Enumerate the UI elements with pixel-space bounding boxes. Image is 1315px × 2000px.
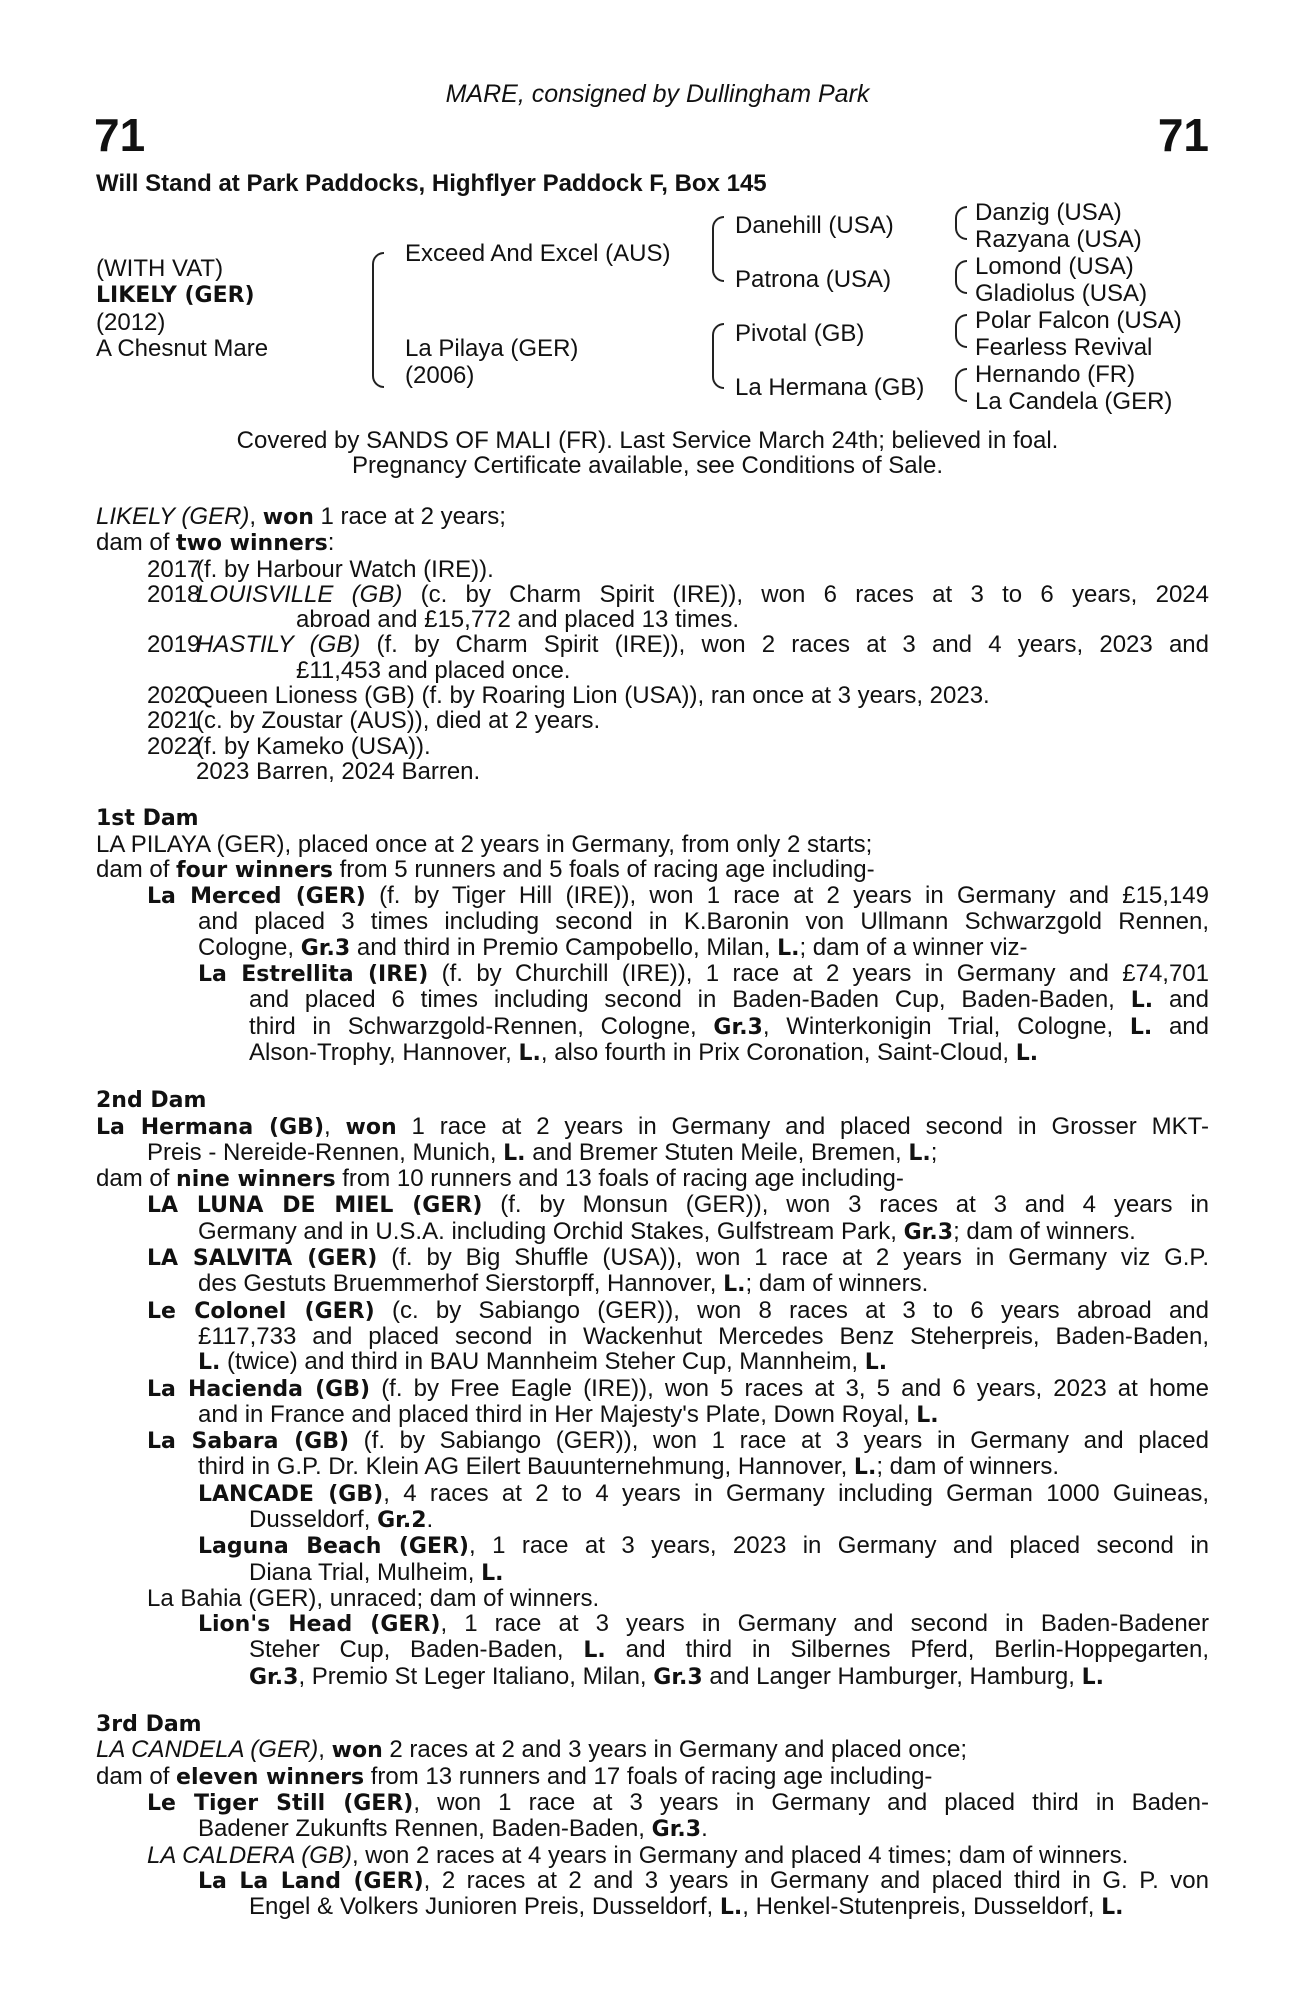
first-dam-progeny-cont: and placed 3 times including second in K.Baronin von Ullmann Schwarzgold Rennen, <box>198 908 1209 936</box>
second-dam-progeny-cont: des Gestuts Bruemmerhof Sierstorpff, Hannover, L.; dam of winners. <box>198 1270 929 1298</box>
first-dam-grandprogeny-cont: Alson-Trophy, Hannover, L., also fourth in Prix Coronation, Saint-Cloud, L. <box>249 1038 1039 1066</box>
third-dam-line: LA CANDELA (GER), won 2 races at 2 and 3 years in Germany and placed once; <box>96 1736 968 1764</box>
third-dam-heading: 3rd Dam <box>96 1712 202 1738</box>
consignor-subtitle: MARE, consigned by Dullingham Park <box>445 80 870 108</box>
second-dam-progeny: LA SALVITA (GER) (f. by Big Shuffle (USA)), won 1 race at 2 years in Germany viz G.P. <box>147 1244 1209 1272</box>
sire-name: Exceed And Excel (AUS) <box>405 240 671 267</box>
produce-row-cont: abroad and £15,772 and placed 13 times. <box>296 606 740 634</box>
produce-row: 2020Queen Lioness (GB) (f. by Roaring Lion (USA)), ran once at 3 years, 2023. <box>147 682 990 710</box>
pedigree-bracket-dd <box>955 368 967 402</box>
first-dam-grandprogeny-cont: and placed 6 times including second in Baden-Baden Cup, Baden-Baden, L. and <box>249 986 1209 1014</box>
pedigree-bracket-main <box>372 252 384 388</box>
first-dam-line: dam of four winners from 5 runners and 5 foals of racing age including- <box>96 855 875 883</box>
second-dam-progeny: La Sabara (GB) (f. by Sabiango (GER)), won 1 race at 3 years in Germany and placed <box>147 1427 1209 1455</box>
pedigree-bracket-sire <box>712 216 724 282</box>
second-dam-grandprogeny: Lion's Head (GER), 1 race at 3 years in Germany and second in Baden-Badener <box>198 1610 1210 1638</box>
second-dam-grandprogeny-cont: Dusseldorf, Gr.2. <box>249 1505 434 1533</box>
produce-row: 2019HASTILY (GB) (f. by Charm Spirit (IRE)), won 2 races at 3 and 4 years, 2023 and <box>147 631 1209 659</box>
pedigree-bracket-sd <box>955 260 967 294</box>
first-dam-grandprogeny-cont: third in Schwarzgold-Rennen, Cologne, Gr.3, Winterkonigin Trial, Cologne, L. and <box>249 1012 1210 1040</box>
lot-number-right: 71 <box>1157 109 1209 161</box>
dam-year: (2006) <box>405 362 475 389</box>
produce-row: 2018LOUISVILLE (GB) (c. by Charm Spirit (IRE)), won 6 races at 3 to 6 years, 2024 <box>147 580 1209 608</box>
horse-name: LIKELY (GER) <box>96 283 255 308</box>
lot-number-left: 71 <box>94 109 146 161</box>
second-dam-progeny: La Bahia (GER), unraced; dam of winners. <box>147 1584 600 1612</box>
first-dam-progeny-cont: Cologne, Gr.3 and third in Premio Campobello, Milan, L.; dam of a winner viz- <box>198 933 1028 961</box>
produce-dam-of: dam of two winners: <box>96 529 335 557</box>
first-dam-line: LA PILAYA (GER), placed once at 2 years in Germany, from only 2 starts; <box>96 830 873 858</box>
stand-location: Will Stand at Park Paddocks, Highflyer Paddock F, Box 145 <box>96 170 767 197</box>
second-dam-progeny-cont: £117,733 and placed second in Wackenhut Mercedes Benz Steherpreis, Baden-Baden, <box>198 1322 1209 1350</box>
covering-line-2: Pregnancy Certificate available, see Conditions of Sale. <box>352 452 943 479</box>
sire-sire-sire: Danzig (USA) <box>975 199 1122 226</box>
second-dam-progeny-cont: third in G.P. Dr. Klein AG Eilert Bauunternehmung, Hannover, L.; dam of winners. <box>198 1453 1060 1481</box>
dam-dam: La Hermana (GB) <box>735 374 925 401</box>
produce-row: 2023 Barren, 2024 Barren. <box>196 757 481 785</box>
second-dam-progeny: LA LUNA DE MIEL (GER) (f. by Monsun (GER)), won 3 races at 3 and 4 years in <box>147 1191 1210 1219</box>
dam-sire-dam: Fearless Revival <box>975 334 1153 361</box>
second-dam-progeny: Le Colonel (GER) (c. by Sabiango (GER)), won 8 races at 3 to 6 years abroad and <box>147 1296 1209 1324</box>
second-dam-grandprogeny-cont: Diana Trial, Mulheim, L. <box>249 1558 504 1586</box>
produce-intro: LIKELY (GER), won 1 race at 2 years; <box>96 503 506 530</box>
sire-sire-dam: Razyana (USA) <box>975 226 1142 253</box>
produce-row-cont: £11,453 and placed once. <box>296 656 571 684</box>
produce-row: 2017(f. by Harbour Watch (IRE)). <box>147 555 494 583</box>
covering-note <box>0 428 1295 478</box>
sire-dam-sire: Lomond (USA) <box>975 253 1134 280</box>
covering-line-1: Covered by SANDS OF MALI (FR). Last Service March 24th; believed in foal. <box>236 427 1059 454</box>
third-dam-grandprogeny: La La Land (GER), 2 races at 2 and 3 years in Germany and placed third in G. P. von <box>198 1866 1210 1894</box>
dam-dam-dam: La Candela (GER) <box>975 388 1173 415</box>
second-dam-grandprogeny-cont: Steher Cup, Baden-Baden, L. and third in Silbernes Pferd, Berlin-Hoppegarten, <box>249 1636 1210 1664</box>
produce-record <box>96 504 1209 1920</box>
second-dam-line: dam of nine winners from 10 runners and 13 foals of racing age including- <box>96 1165 904 1193</box>
second-dam-grandprogeny-cont: Gr.3, Premio St Leger Italiano, Milan, Gr.3 and Langer Hamburger, Hamburg, L. <box>249 1662 1104 1690</box>
pedigree-bracket-dam <box>712 323 724 389</box>
dam-sire: Pivotal (GB) <box>735 320 865 347</box>
vat-note: (WITH VAT) <box>96 255 224 282</box>
second-dam-progeny: La Hacienda (GB) (f. by Free Eagle (IRE)), won 5 races at 3, 5 and 6 years, 2023 at home <box>147 1374 1209 1402</box>
third-dam-progeny: Le Tiger Still (GER), won 1 race at 3 years in Germany and placed third in Baden- <box>147 1788 1209 1816</box>
dam-sire-sire: Polar Falcon (USA) <box>975 307 1182 334</box>
third-dam-line: dam of eleven winners from 13 runners and 17 foals of racing age including- <box>96 1762 933 1790</box>
sire-dam-dam: Gladiolus (USA) <box>975 280 1148 307</box>
second-dam-progeny-cont: and in France and placed third in Her Majesty's Plate, Down Royal, L. <box>198 1400 939 1428</box>
second-dam-progeny-cont: L. (twice) and third in BAU Mannheim Steher Cup, Mannheim, L. <box>198 1348 888 1376</box>
dam-name: La Pilaya (GER) <box>405 335 579 362</box>
first-dam-grandprogeny: La Estrellita (IRE) (f. by Churchill (IRE)), 1 race at 2 years in Germany and £74,701 <box>198 960 1209 988</box>
third-dam-grandprogeny-cont: Engel & Volkers Junioren Preis, Dusseldorf, L., Henkel-Stutenpreis, Dusseldorf, L. <box>249 1893 1124 1921</box>
first-dam-heading: 1st Dam <box>96 806 199 832</box>
second-dam-line: La Hermana (GB), won 1 race at 2 years in Germany and placed second in Grosser MKT- <box>96 1112 1210 1140</box>
sire-sire: Danehill (USA) <box>735 212 894 239</box>
second-dam-heading: 2nd Dam <box>96 1088 207 1114</box>
sire-dam: Patrona (USA) <box>735 266 892 293</box>
second-dam-grandprogeny: LANCADE (GB), 4 races at 2 to 4 years in Germany including German 1000 Guineas, <box>198 1479 1209 1507</box>
horse-description: A Chesnut Mare <box>96 335 269 362</box>
third-dam-progeny-cont: Badener Zukunfts Rennen, Baden-Baden, Gr.3. <box>198 1815 708 1843</box>
second-dam-grandprogeny: Laguna Beach (GER), 1 race at 3 years, 2023 in Germany and placed second in <box>198 1532 1209 1560</box>
produce-row: 2022(f. by Kameko (USA)). <box>147 732 431 760</box>
pedigree-bracket-ss <box>955 206 967 240</box>
horse-year: (2012) <box>96 309 166 336</box>
first-dam-progeny: La Merced (GER) (f. by Tiger Hill (IRE)), won 1 race at 2 years in Germany and £15,149 <box>147 882 1209 910</box>
second-dam-line: Preis - Nereide-Rennen, Munich, L. and Bremer Stuten Meile, Bremen, L.; <box>147 1138 938 1166</box>
dam-dam-sire: Hernando (FR) <box>975 361 1136 388</box>
third-dam-progeny: LA CALDERA (GB), won 2 races at 4 years in Germany and placed 4 times; dam of winners. <box>147 1841 1129 1869</box>
produce-row: 2021(c. by Zoustar (AUS)), died at 2 years. <box>147 707 601 735</box>
second-dam-progeny-cont: Germany and in U.S.A. including Orchid Stakes, Gulfstream Park, Gr.3; dam of winners. <box>198 1217 1136 1245</box>
pedigree-bracket-ds <box>955 314 967 348</box>
